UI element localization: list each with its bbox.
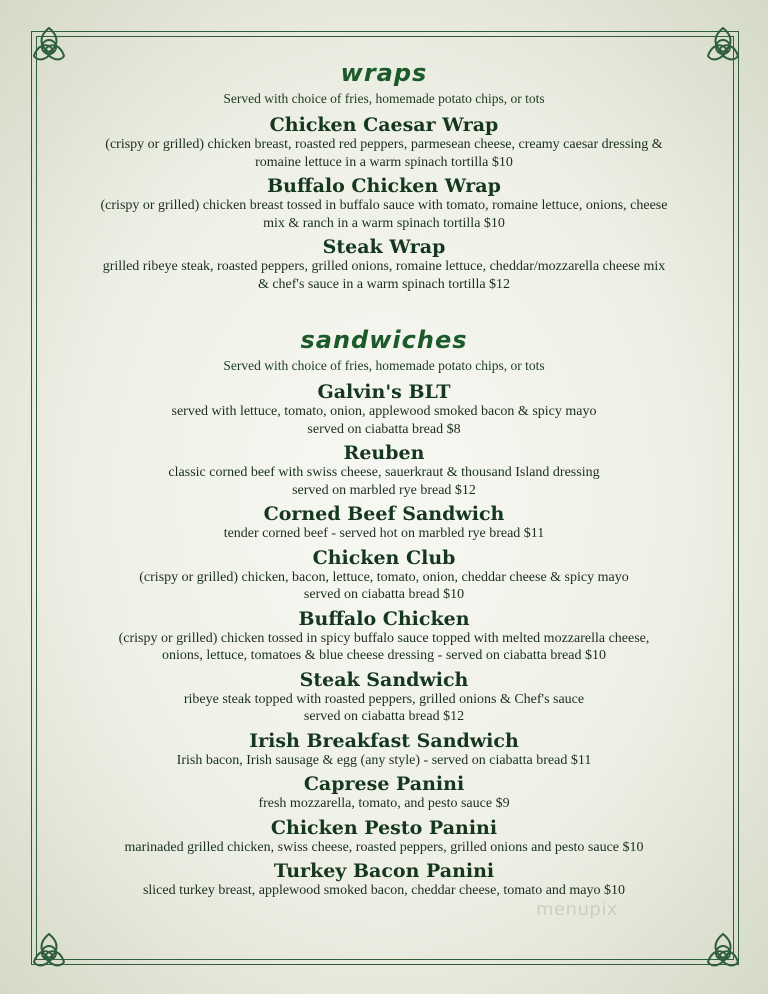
item-name: Corned Beef Sandwich — [263, 503, 505, 525]
watermark-logo: menupix — [536, 899, 619, 920]
section-subtitle: Served with choice of fries, homemade potato chips, or tots — [223, 91, 545, 106]
item-description — [40, 839, 728, 857]
menu-item — [40, 175, 728, 232]
item-desc-line: grilled ribeye steak, roasted peppers, grilled onions, romaine lettuce, cheddar/mozzarella cheese mix — [102, 259, 666, 274]
item-desc-line: classic corned beef with swiss cheese, sauerkraut & thousand Island dressing — [168, 465, 600, 480]
menu-item — [40, 236, 728, 293]
menu-item — [40, 608, 728, 665]
item-description — [40, 136, 728, 171]
celtic-knot-icon — [26, 928, 72, 974]
item-desc-line: tender corned beef - served hot on marbled rye bread $11 — [223, 526, 545, 541]
item-name: Chicken Caesar Wrap — [269, 114, 499, 136]
item-desc-line: marinaded grilled chicken, swiss cheese, roasted peppers, grilled onions and pesto sauce $10 — [124, 839, 644, 855]
item-description — [40, 258, 728, 293]
item-description — [40, 569, 728, 604]
item-name: Steak Wrap — [322, 236, 446, 258]
item-description — [40, 691, 728, 726]
item-description — [40, 795, 728, 813]
item-desc-line: Irish bacon, Irish sausage & egg (any style) - served on ciabatta bread $11 — [176, 752, 592, 768]
item-description — [40, 197, 728, 232]
item-description — [40, 403, 728, 438]
item-desc-line: served with lettuce, tomato, onion, applewood smoked bacon & spicy mayo — [171, 404, 597, 419]
item-desc-line: onions, lettuce, tomatoes & blue cheese dressing - served on ciabatta bread $10 — [162, 648, 606, 663]
item-desc-line: & chef's sauce in a warm spinach tortilla $12 — [257, 276, 511, 292]
item-name: Chicken Pesto Panini — [270, 816, 498, 839]
menu-item — [40, 669, 728, 726]
sandwiches-section — [40, 325, 728, 900]
item-description — [40, 525, 728, 543]
menu-item — [40, 114, 728, 171]
item-desc-line: (crispy or grilled) chicken tossed in spicy buffalo sauce topped with melted mozzarella cheese, — [118, 630, 650, 646]
item-name: Reuben — [343, 442, 425, 464]
section-title: wraps — [340, 59, 428, 87]
item-desc-line: (crispy or grilled) chicken breast tossed in buffalo sauce with tomato, romaine lettuce, onions, cheese — [100, 198, 668, 213]
item-desc-line: mix & ranch in a warm spinach tortilla $10 — [263, 215, 505, 231]
item-name: Irish Breakfast Sandwich — [249, 729, 519, 752]
wraps-section — [40, 58, 728, 293]
item-name: Steak Sandwich — [299, 668, 469, 691]
item-description — [40, 882, 728, 900]
item-description — [40, 630, 728, 665]
menu-page — [40, 58, 728, 904]
item-desc-line: sliced turkey breast, applewood smoked bacon, cheddar cheese, tomato and mayo $10 — [142, 883, 626, 898]
item-desc-line: served on marbled rye bread $12 — [292, 482, 476, 498]
item-desc-line: ribeye steak topped with roasted peppers, grilled onions & Chef's sauce — [183, 691, 585, 707]
section-subtitle: Served with choice of fries, homemade potato chips, or tots — [223, 358, 545, 373]
item-name: Buffalo Chicken Wrap — [267, 175, 501, 197]
item-name: Chicken Club — [312, 546, 456, 569]
item-name: Turkey Bacon Panini — [273, 860, 495, 882]
item-name: Galvin's BLT — [317, 381, 451, 403]
menu-item — [40, 860, 728, 900]
item-desc-line: served on ciabatta bread $8 — [307, 421, 461, 437]
item-desc-line: served on ciabatta bread $10 — [303, 587, 465, 602]
item-desc-line: romaine lettuce in a warm spinach tortilla $10 — [255, 154, 513, 170]
item-name: Buffalo Chicken — [298, 607, 470, 630]
menu-item — [40, 442, 728, 499]
section-title: sandwiches — [300, 326, 468, 354]
menu-item — [40, 817, 728, 857]
menu-item — [40, 730, 728, 770]
celtic-knot-icon — [700, 928, 746, 974]
menu-item — [40, 547, 728, 604]
item-desc-line: fresh mozzarella, tomato, and pesto sauce $9 — [258, 796, 510, 811]
menu-item — [40, 773, 728, 813]
menu-item — [40, 381, 728, 438]
item-name: Caprese Panini — [303, 773, 465, 795]
item-description — [40, 464, 728, 499]
item-description — [40, 752, 728, 770]
item-desc-line: (crispy or grilled) chicken breast, roasted red peppers, parmesean cheese, creamy caesar dressing & — [105, 137, 663, 152]
menu-item — [40, 503, 728, 543]
item-desc-line: (crispy or grilled) chicken, bacon, lettuce, tomato, onion, cheddar cheese & spicy mayo — [139, 569, 629, 585]
item-desc-line: served on ciabatta bread $12 — [303, 709, 465, 724]
